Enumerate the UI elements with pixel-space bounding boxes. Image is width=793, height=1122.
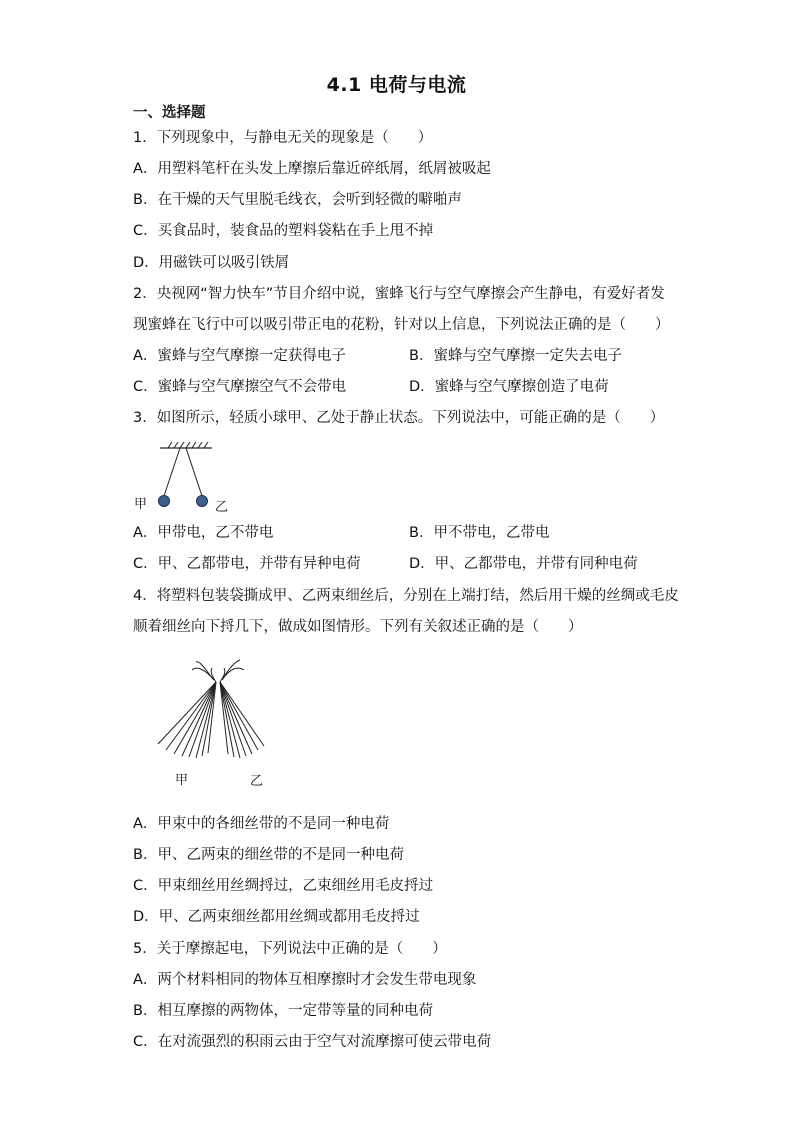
q3-label-jia: 甲 <box>134 497 148 512</box>
q4-option-b: B．甲、乙两束的细丝带的不是同一种电荷 <box>133 847 404 863</box>
q5-option-b: B．相互摩擦的两物体，一定带等量的同种电荷 <box>133 1003 433 1019</box>
q1-option-a: A．用塑料笔杆在头发上摩擦后靠近碎纸屑，纸屑被吸起 <box>133 161 491 177</box>
q2-option-c: C．蜜蜂与空气摩擦空气不会带电 <box>133 379 347 395</box>
q5-option-c: C．在对流强烈的积雨云由于空气对流摩擦可使云带电荷 <box>133 1034 492 1050</box>
q1-option-b: B．在干燥的天气里脱毛线衣，会听到轻微的噼啪声 <box>133 192 462 208</box>
q4-option-d: D．甲、乙两束细丝都用丝绸或都用毛皮捋过 <box>133 909 420 925</box>
q2-option-b: B．蜜蜂与空气摩擦一定失去电子 <box>409 348 622 364</box>
q4-strands-jia <box>158 682 216 758</box>
q4-strands-yi <box>220 682 264 758</box>
q4-figure-plastic-strands <box>152 658 268 760</box>
q5-option-a: A．两个材料相同的物体互相摩擦时才会发生带电现象 <box>133 972 477 988</box>
q2-stem-line1: 2．央视网“智力快车”节目介绍中说，蜜蜂飞行与空气摩擦会产生静电，有爱好者发 <box>133 286 665 302</box>
q1-stem: 1．下列现象中，与静电无关的现象是（ ） <box>133 130 433 146</box>
q3-thread-jia <box>164 448 180 496</box>
q2-option-d: D．蜜蜂与空气摩擦创造了电荷 <box>409 379 609 395</box>
q1-option-c: C．买食品时，装食品的塑料袋粘在手上甩不掉 <box>133 223 434 239</box>
q3-ball-jia <box>159 496 170 507</box>
q4-knot-tops <box>192 660 244 682</box>
q3-option-a: A．甲带电，乙不带电 <box>133 525 274 541</box>
q4-option-a: A．甲束中的各细丝带的不是同一种电荷 <box>133 816 390 832</box>
q4-stem-line1: 4．将塑料包装袋撕成甲、乙两束细丝后，分别在上端打结，然后用干燥的丝绸或毛皮 <box>133 588 679 604</box>
q3-option-b: B．甲不带电，乙带电 <box>409 525 550 541</box>
q4-stem-line2: 顺着细丝向下捋几下，做成如图情形。下列有关叙述正确的是（ ） <box>133 619 583 635</box>
q2-stem-line2: 现蜜蜂在飞行中可以吸引带正电的花粉，针对以上信息，下列说法正确的是（ ） <box>133 317 670 333</box>
q2-option-a: A．蜜蜂与空气摩擦一定获得电子 <box>133 348 346 364</box>
q4-label-yi: 乙 <box>250 774 264 789</box>
q5-stem: 5．关于摩擦起电，下列说法中正确的是（ ） <box>133 941 447 957</box>
q4-option-c: C．甲束细丝用丝绸捋过，乙束细丝用毛皮捋过 <box>133 878 434 894</box>
q3-stem: 3．如图所示，轻质小球甲、乙处于静止状态。下列说法中，可能正确的是（ ） <box>133 410 665 426</box>
q3-thread-yi <box>186 448 202 496</box>
section-heading: 一、选择题 <box>133 105 206 121</box>
q3-option-c: C．甲、乙都带电，并带有异种电荷 <box>133 556 361 572</box>
q1-option-d: D．用磁铁可以吸引铁屑 <box>133 255 290 271</box>
q3-label-yi: 乙 <box>215 500 229 515</box>
q3-support-hatching <box>168 442 208 448</box>
q3-option-d: D．甲、乙都带电，并带有同种电荷 <box>409 556 638 572</box>
q4-label-jia: 甲 <box>175 773 189 788</box>
q3-ball-yi <box>197 496 208 507</box>
page-title: 4.1 电荷与电流 <box>326 74 467 96</box>
